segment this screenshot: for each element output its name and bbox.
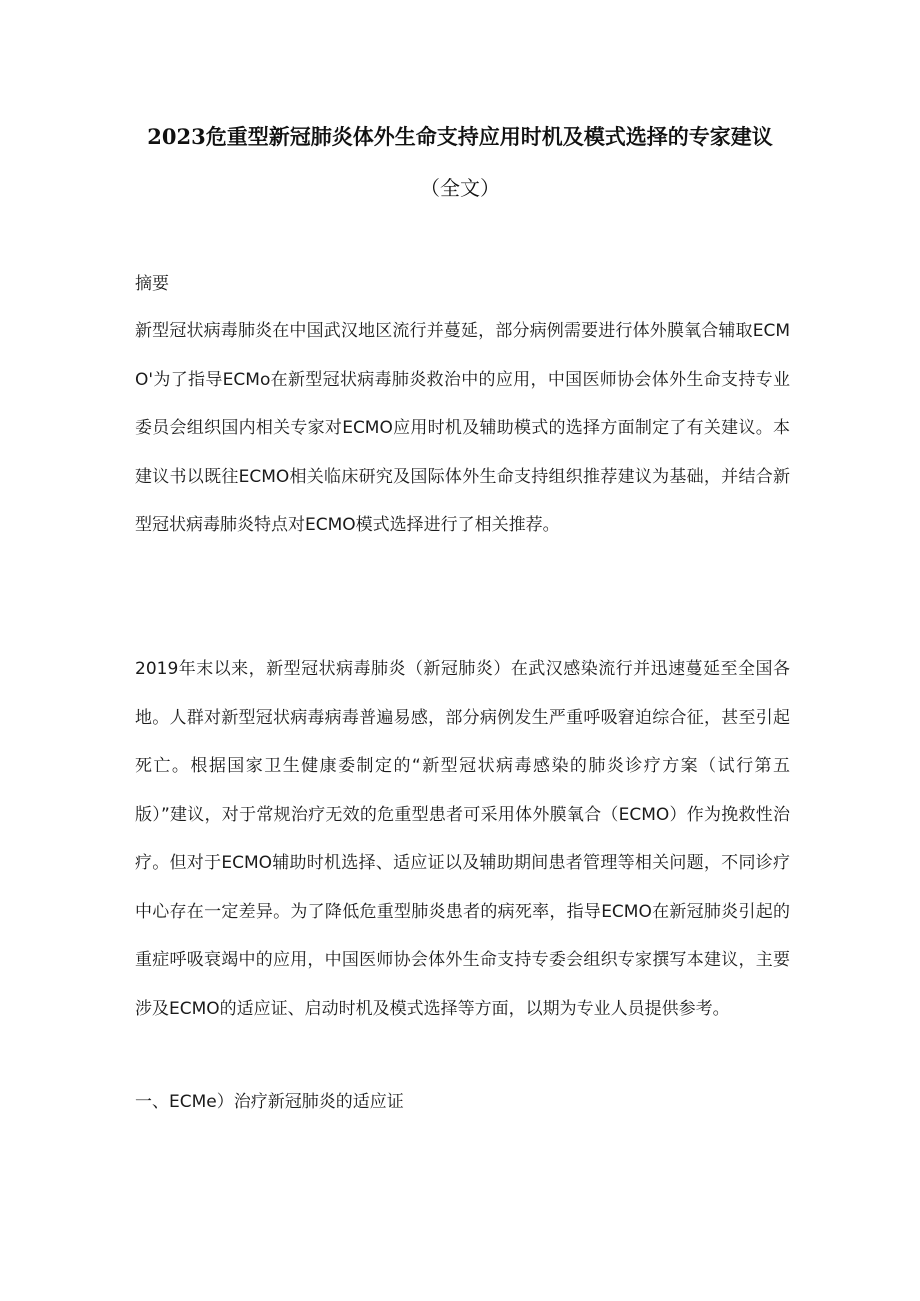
document-title: 2023危重型新冠肺炎体外生命支持应用时机及模式选择的专家建议 — [147, 124, 773, 149]
introduction-paragraph: 2019年末以来，新型冠状病毒肺炎（新冠肺炎）在武汉感染流行并迅速蔓延至全国各地。人群对新型冠状病毒病毒普遍易感，部分病例发生严重呼吸窘迫综合征，甚至引起死亡。根据国家卫生健康委制定的“新型冠状病毒感染的肺炎诊疗方案（试行第五版）”建议，对于常规治疗无效的危重型患者可采用体外膜氧合（ECMO）作为挽救性治疗。但对于ECMO辅助时机选择、适应证以及辅助期间患者管理等相关问题，不同诊疗中心存在一定差异。为了降低危重型肺炎患者的病死率，指导ECMO在新冠肺炎引起的重症呼吸衰竭中的应用，中国医师协会体外生命支持专委会组织专家撰写本建议，主要涉及ECMO的适应证、启动时机及模式选择等方面，以期为专业人员提供参考。 — [135, 659, 790, 1019]
document-title-suffix: （全文） — [420, 176, 500, 200]
abstract-paragraph: 新型冠状病毒肺炎在中国武汉地区流行并蔓延，部分病例需要进行体外膜氧合辅取ECMO'为了指导ECMo在新型冠状病毒肺炎救治中的应用，中国医师协会体外生命支持专业委员会组织国内相关专家对ECMO应用时机及辅助模式的选择方面制定了有关建议。本建议书以既往ECMO相关临床研究及国际体外生命支持组织推荐建议为基础，并结合新型冠状病毒肺炎特点对ECMO模式选择进行了相关推荐。 — [135, 321, 790, 535]
section-heading: 一、ECMe）治疗新冠肺炎的适应证 — [135, 1092, 404, 1112]
abstract-heading: 摘要 — [135, 274, 169, 294]
